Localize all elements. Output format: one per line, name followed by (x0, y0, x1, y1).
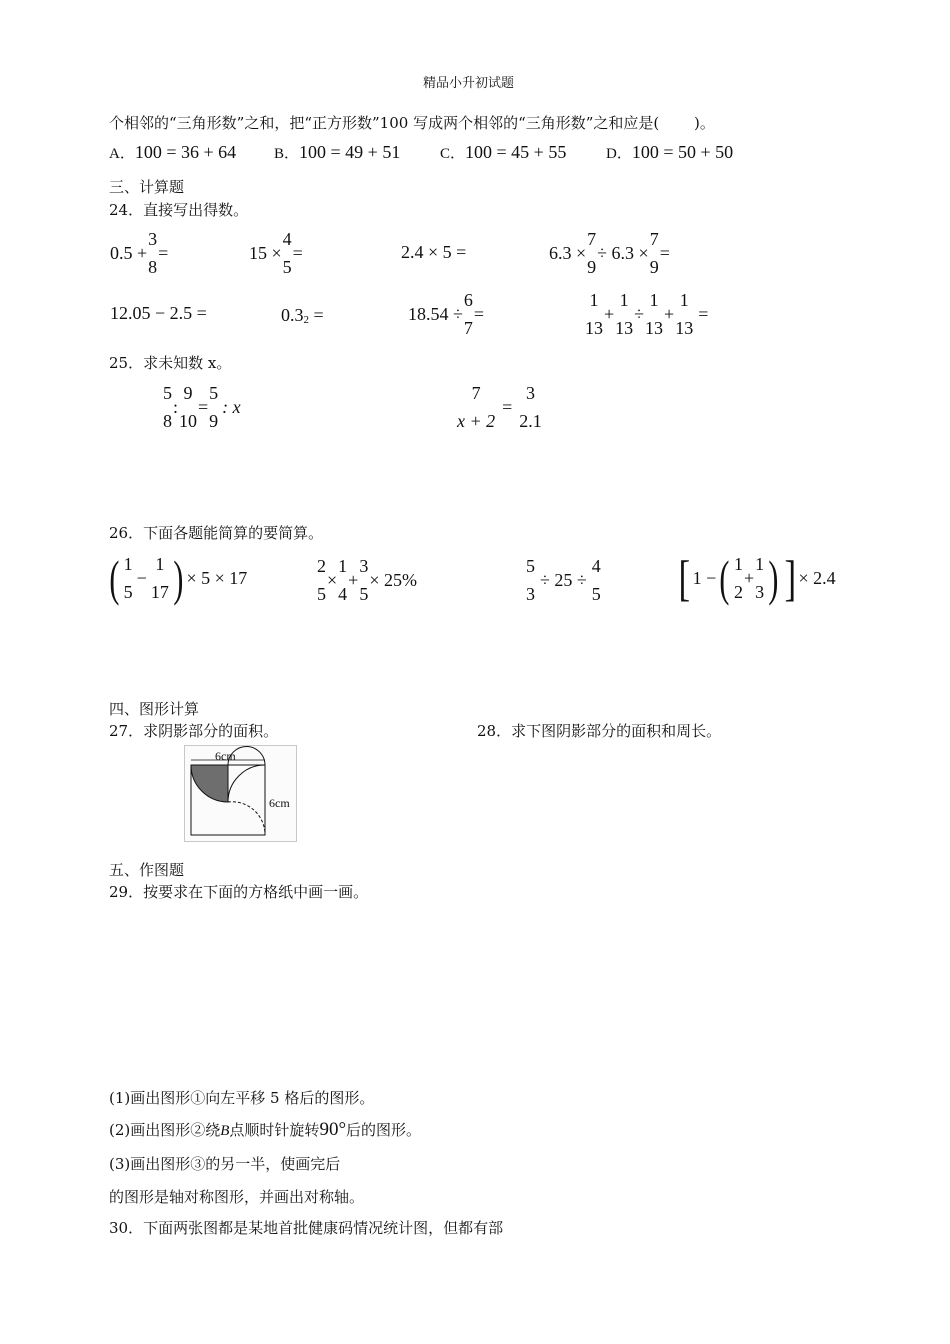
q27-title: 27．求阴影部分的面积。 (109, 722, 279, 740)
q25-title: 25．求未知数 x。 (109, 354, 232, 372)
q29-sub2: (2)画出图形②绕B点顺时针旋转90°后的图形。 (109, 1119, 422, 1140)
section5-title: 五、作图题 (109, 861, 185, 879)
q29-sub3b: 的图形是轴对称图形，并画出对称轴。 (109, 1188, 365, 1206)
q24-a1: 0.5 + 3 8 = (110, 229, 169, 277)
q26-e3: 5 3 ÷ 25 ÷ 4 5 (526, 556, 601, 604)
q27-shaded-region (191, 765, 228, 802)
q29-title: 29．按要求在下面的方格纸中画一画。 (109, 883, 369, 901)
q24-a3: 2.4 × 5 = (401, 242, 467, 262)
q23-text: 个相邻的“三角形数”之和，把“正方形数”100 写成两个相邻的“三角形数”之和应是( )。 (109, 114, 715, 132)
section3-title: 三、计算题 (109, 178, 185, 196)
q23-option-a: A．100 = 36 + 64 (109, 142, 237, 162)
q23-option-b: B．100 = 49 + 51 (274, 142, 401, 162)
q24-a2: 15 × 4 5 = (249, 229, 303, 277)
q24-b4: 1 13 + 1 13 ÷ 1 13 + 1 13 = (585, 290, 709, 338)
q26-e4: [ 1 − ( 1 2 + 1 3 ) ] × 2.4 (678, 550, 836, 606)
q27-diagram (185, 746, 296, 841)
q27-figure (184, 745, 297, 842)
page-header-title: 精品小升初试题 (423, 76, 515, 91)
q25-eq2: 7 x + 2 = 3 2.1 (457, 383, 542, 431)
q24-a4: 6.3 × 7 9 ÷ 6.3 × 7 9 = (549, 229, 670, 277)
q26-e2: 2 5 × 1 4 + 3 5 × 25% (317, 556, 417, 604)
q26-e1: ( 1 5 − 1 17 ) × 5 × 17 (109, 550, 248, 606)
q25-eq1: 5 8 : 9 10 = 5 9 : x (163, 383, 241, 431)
q29-sub1: (1)画出图形①向左平移 5 格后的图形。 (109, 1089, 375, 1107)
q24-b1: 12.05 − 2.5 = (110, 303, 207, 323)
q24-title: 24．直接写出得数。 (109, 201, 249, 219)
q28-title: 28．求下图阴影部分的面积和周长。 (477, 722, 722, 740)
section4-title: 四、图形计算 (109, 700, 200, 718)
q27-label-right: 6cm (269, 796, 290, 810)
q23-option-c: C．100 = 45 + 55 (440, 142, 567, 162)
q26-title: 26．下面各题能简算的要简算。 (109, 524, 324, 542)
q27-label-top: 6cm (215, 749, 236, 763)
q24-b2: $0.3^2$ = (281, 305, 324, 326)
q24-b3: 18.54 ÷ 6 7 = (408, 290, 485, 338)
q29-sub3a: (3)画出图形③的另一半，使画完后 (109, 1155, 341, 1173)
q30-title: 30．下面两张图都是某地首批健康码情况统计图，但都有部 (109, 1219, 504, 1237)
q23-option-d: D．100 = 50 + 50 (606, 142, 734, 162)
